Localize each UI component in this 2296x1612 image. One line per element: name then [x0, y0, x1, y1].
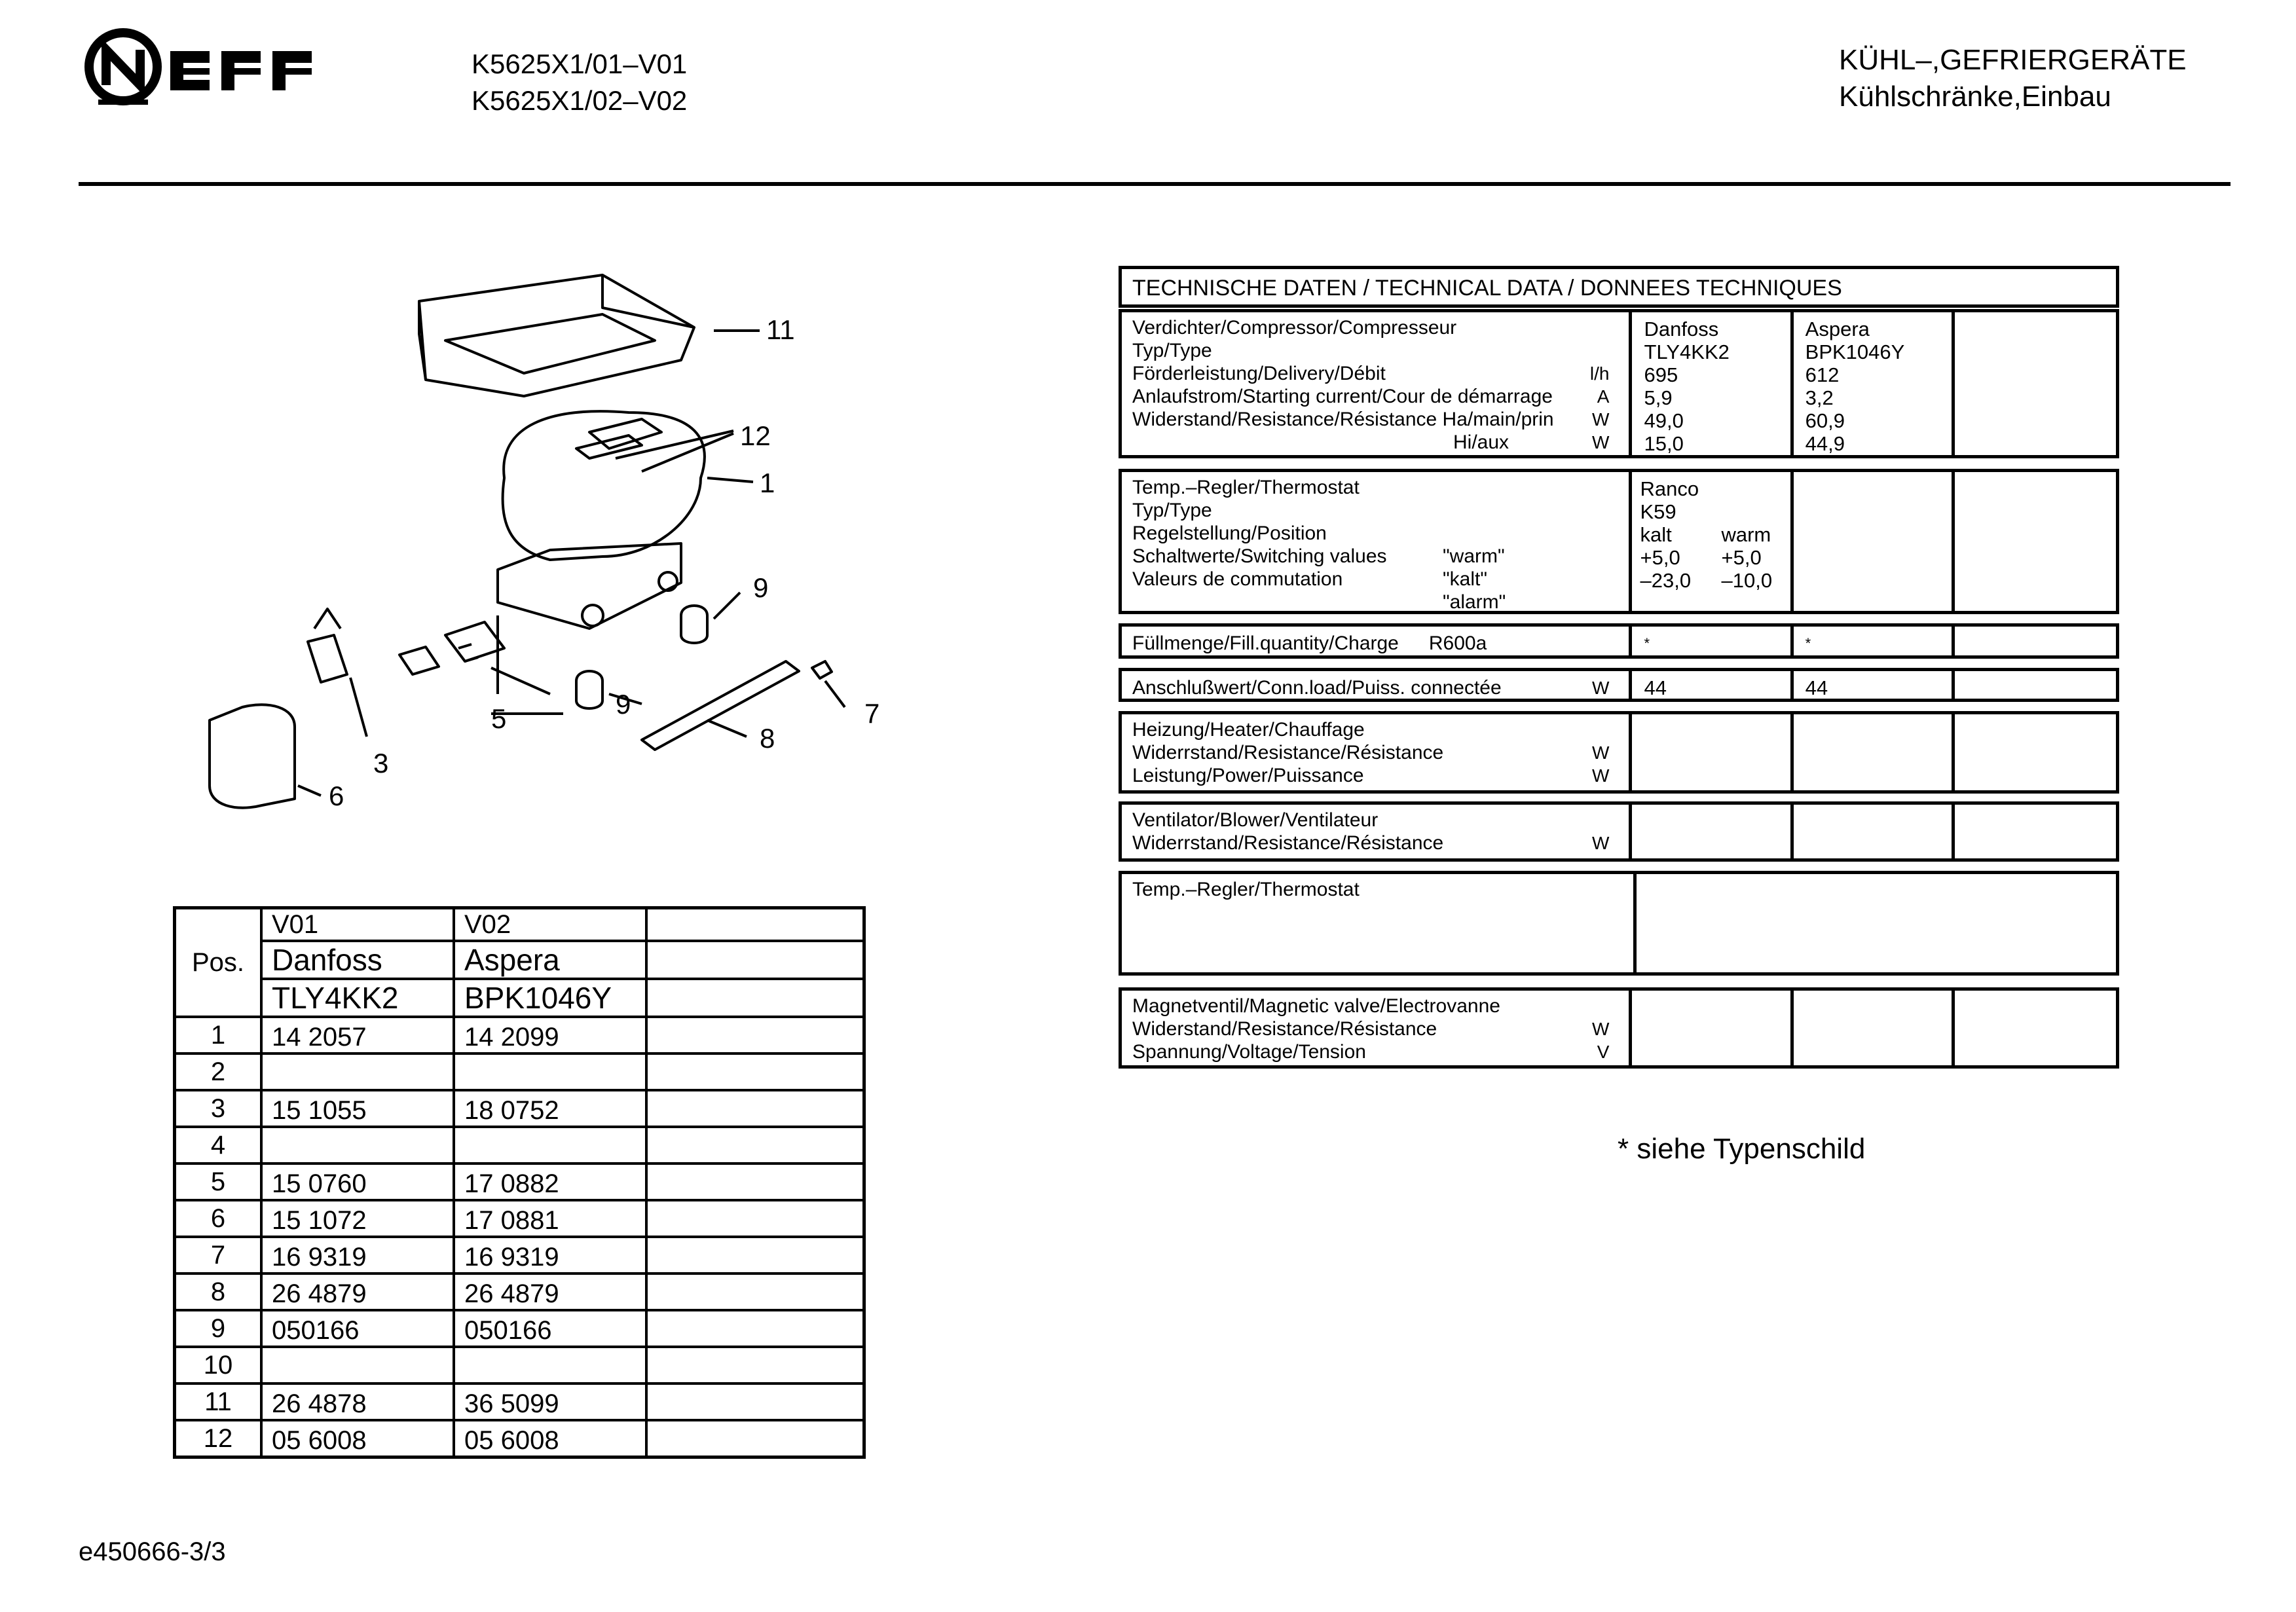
part-1-compressor: [503, 411, 705, 560]
compressor-v01: Danfoss TLY4KK2 695 5,9 49,0 15,0: [1632, 312, 1793, 455]
charge-section: Füllmenge/Fill.quantity/Charge R600a * *: [1119, 623, 2119, 659]
type-v01: TLY4KK2: [261, 979, 454, 1017]
part-3-relay: [308, 609, 347, 682]
callout-5: 5: [491, 703, 507, 734]
part-11-tray: [419, 275, 694, 396]
exploded-parts-drawing: [183, 262, 930, 851]
table-row: 10: [175, 1347, 864, 1383]
neff-logo-mark: [79, 25, 354, 117]
thermostat-section: Temp.–Regler/Thermostat Typ/Type Regelstellung/Position Schaltwerte/Switching values Valeurs de commutation "warm" "kalt" "alarm" Ranco K59 kalt warm +5,0 +5,0 –23,0 –10,0: [1119, 469, 2119, 614]
thermostat2-section: Temp.–Regler/Thermostat: [1119, 871, 2119, 976]
heater-section: Heizung/Heater/Chauffage Widerrstand/Resistance/Résistance Leistung/Power/Puissance W W: [1119, 711, 2119, 794]
callout-8: 8: [760, 723, 775, 754]
table-row: 9 050166 050166: [175, 1310, 864, 1347]
callout-9b: 9: [616, 689, 631, 720]
table-row: 6 15 1072 17 0881: [175, 1200, 864, 1237]
table-row: 1 14 2057 14 2099: [175, 1017, 864, 1053]
brand-v01: Danfoss: [261, 941, 454, 979]
callout-7: 7: [864, 698, 880, 729]
header-divider: [79, 182, 2231, 186]
model-numbers: [472, 46, 687, 119]
table-row: 4: [175, 1127, 864, 1163]
footnote: * siehe Typenschild: [1618, 1133, 1866, 1165]
part-7-clip: [812, 661, 832, 678]
type-v02: BPK1046Y: [454, 979, 646, 1017]
part-5-terminal: [445, 622, 504, 661]
category-heading: [1839, 42, 2187, 115]
callout-12: 12: [740, 420, 771, 451]
load-section: Anschlußwert/Conn.load/Puiss. connectée W 44 44: [1119, 668, 2119, 702]
compressor-v02: Aspera BPK1046Y 612 3,2 60,9 44,9: [1794, 312, 1955, 455]
model-v02: K5625X1/02–V02: [472, 85, 688, 116]
callout-11: 11: [766, 314, 795, 345]
variant-v01: V01: [261, 908, 454, 942]
parts-table: [173, 906, 866, 1459]
pos-header: Pos.: [175, 908, 262, 1017]
compressor-section: Verdichter/Compressor/Compresseur Typ/Type Förderleistung/Delivery/Débit Anlaufstrom/Starting current/Cour de démarrage Widerstand/Resistance/Résistance Ha/main/prin Hi/aux l/h A W W Danfoss TLY4KK2 695 5,9 49,0 15,0 Aspera BPK1046Y 612 3,2 60,9 44,9: [1119, 309, 2119, 458]
part-6-cover: [210, 705, 295, 808]
part-9-grommet-a: [681, 606, 707, 643]
callout-1: 1: [760, 467, 775, 498]
variant-v02: V02: [454, 908, 646, 942]
tech-data-title: TECHNISCHE DATEN / TECHNICAL DATA / DONNEES TECHNIQUES: [1119, 266, 2119, 308]
table-row: 11 26 4878 36 5099: [175, 1383, 864, 1420]
table-row: 2: [175, 1053, 864, 1090]
table-row: 3 15 1055 18 0752: [175, 1090, 864, 1127]
subcategory: Kühlschränke,Einbau: [1839, 81, 2111, 113]
table-row: 8 26 4879 26 4879: [175, 1273, 864, 1310]
table-row: 5 15 0760 17 0882: [175, 1163, 864, 1200]
thermostat-v01: Ranco K59 kalt warm +5,0 +5,0 –23,0 –10,0: [1632, 472, 1793, 611]
brand-v02: Aspera: [454, 941, 646, 979]
category: KÜHL–,GEFRIERGERÄTE: [1839, 44, 2187, 76]
model-v01: K5625X1/01–V01: [472, 48, 688, 79]
part-8-rod: [642, 661, 799, 750]
table-row: 12 05 6008 05 6008: [175, 1420, 864, 1457]
neff-logo: [79, 25, 354, 117]
part-9-grommet-b: [576, 671, 602, 708]
blower-section: Ventilator/Blower/Ventilateur Widerrstand/Resistance/Résistance W: [1119, 801, 2119, 862]
table-row: 7 16 9319 16 9319: [175, 1237, 864, 1273]
valve-section: Magnetventil/Magnetic valve/Electrovanne Widerstand/Resistance/Résistance Spannung/Voltage/Tension W V: [1119, 987, 2119, 1069]
callout-3: 3: [373, 748, 389, 779]
document-id: e450666-3/3: [79, 1537, 226, 1566]
callout-9a: 9: [753, 572, 769, 603]
callout-6: 6: [329, 780, 344, 811]
